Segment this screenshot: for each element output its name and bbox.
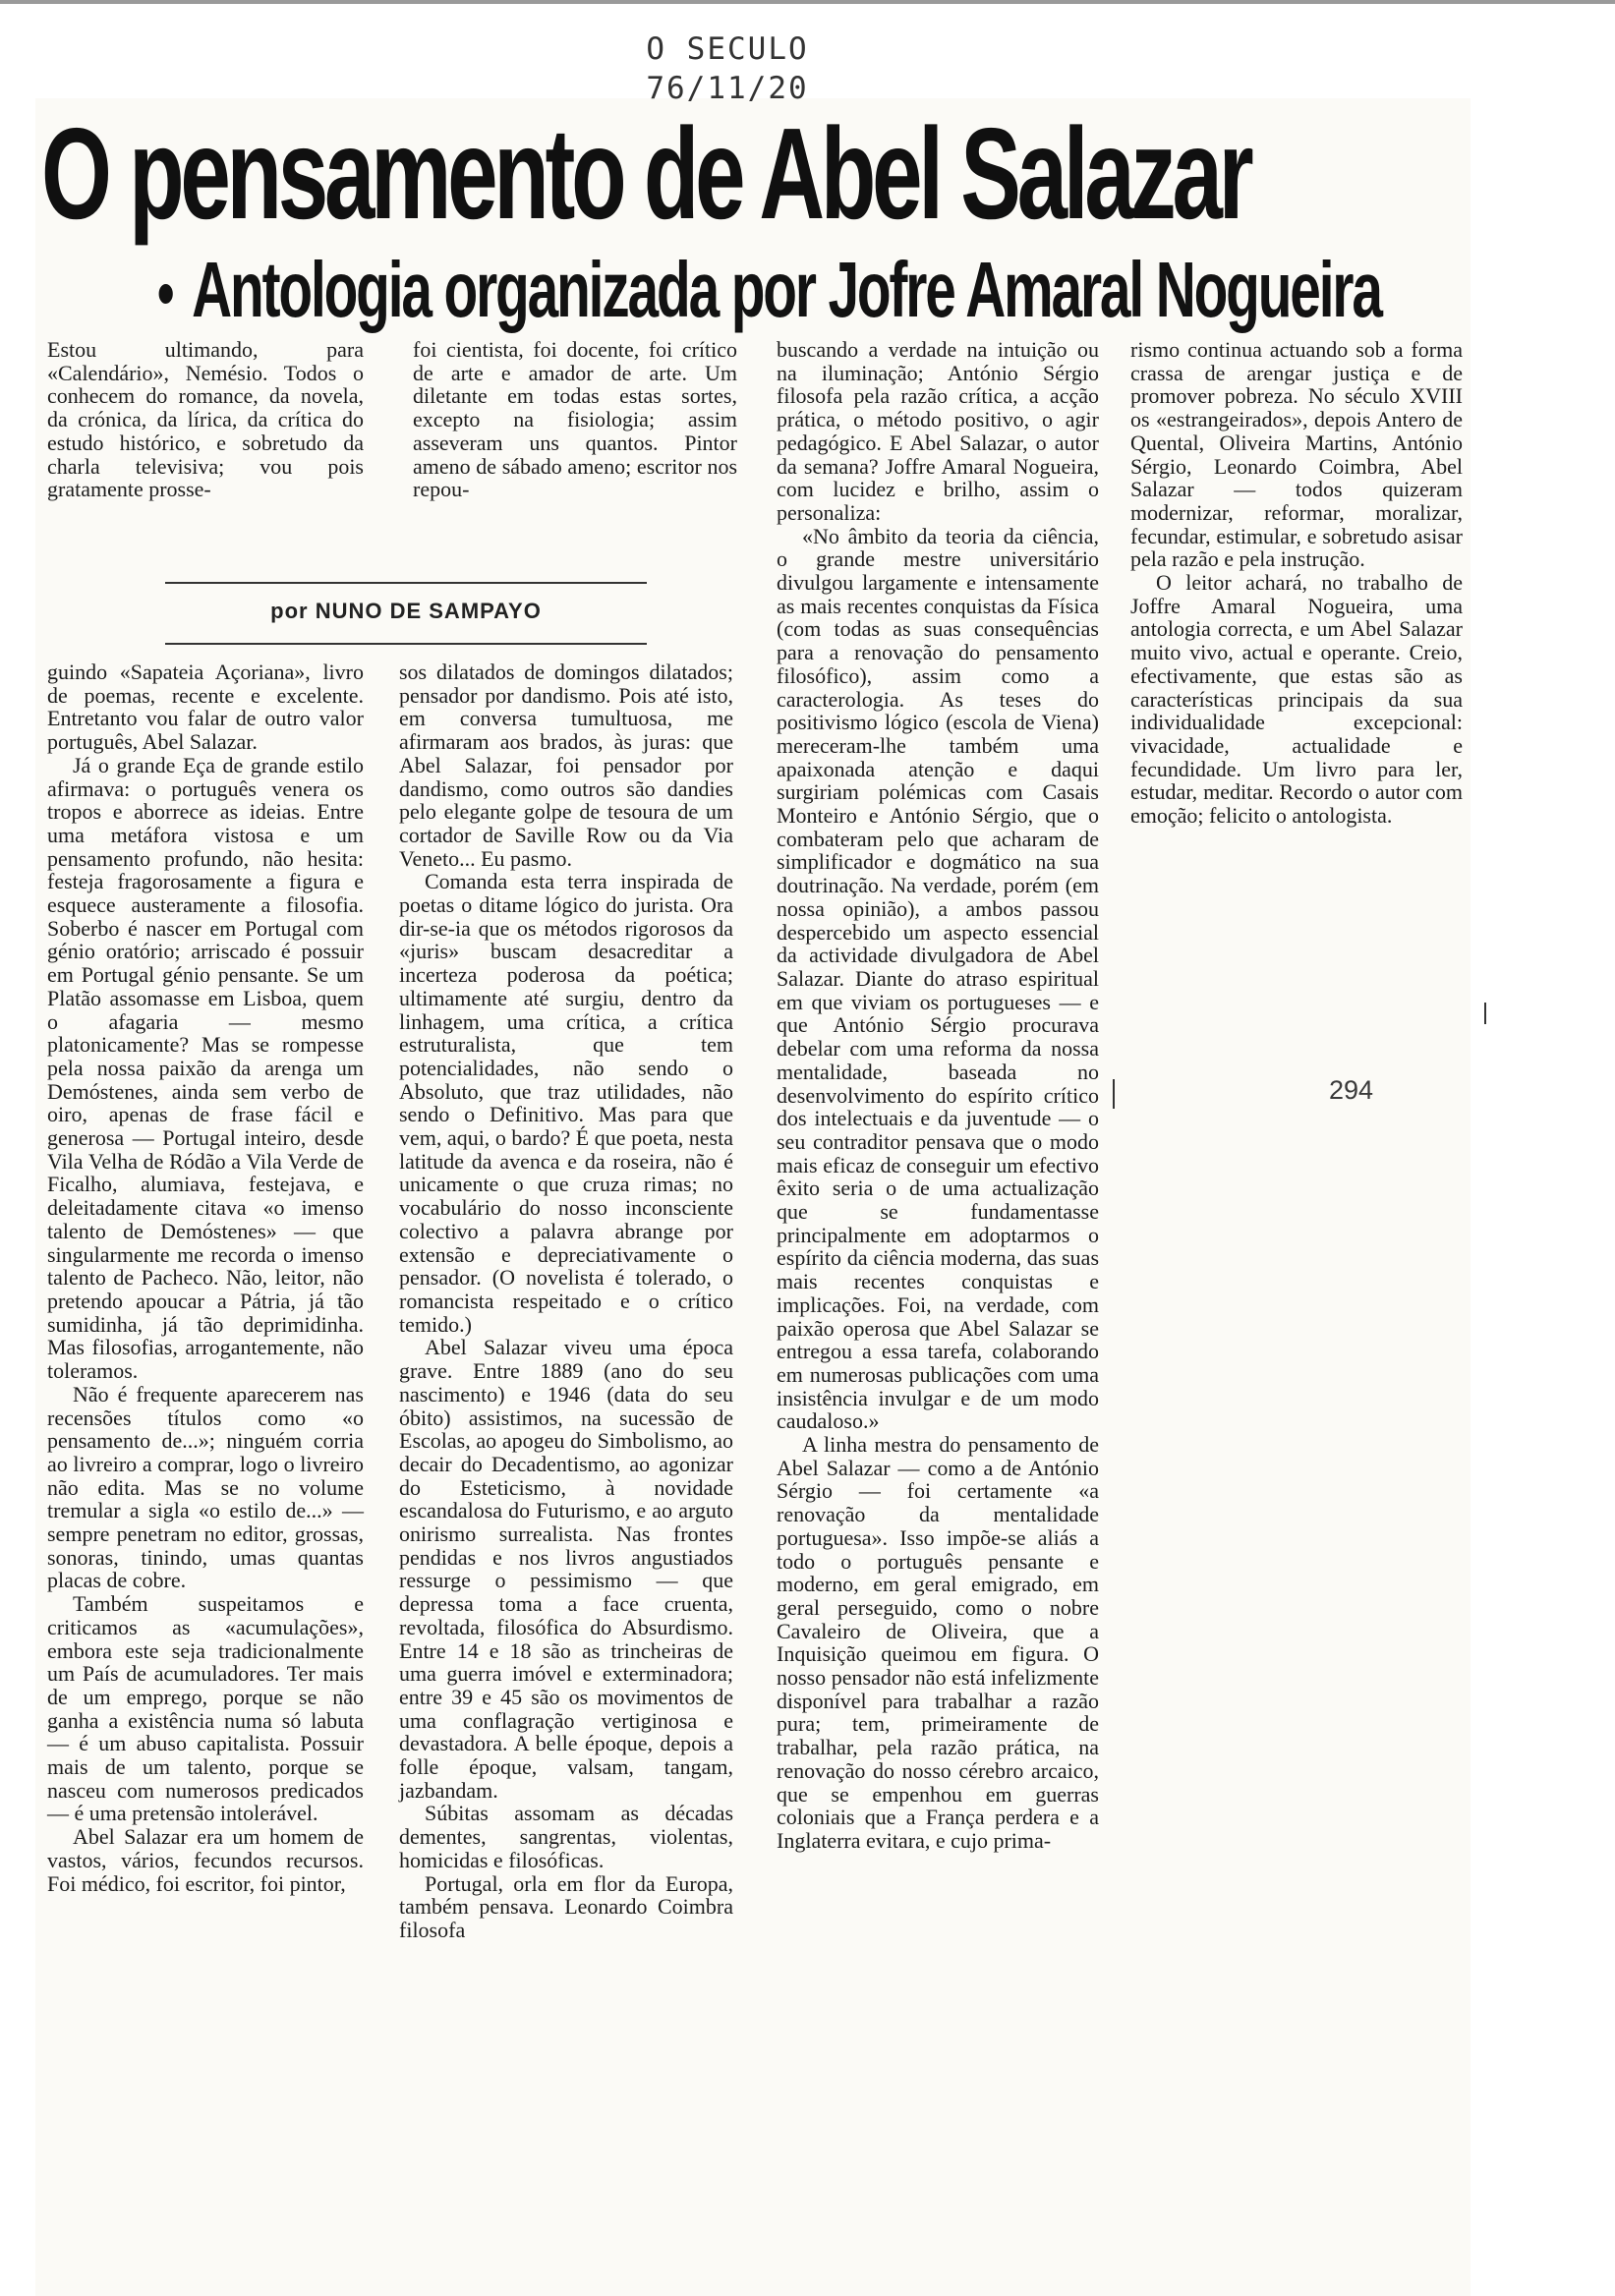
paragraph: Súbitas assomam as décadas dementes, sangrentas, violentas, homicidas e filosóficas. bbox=[399, 1801, 733, 1872]
paragraph: Não é frequente aparecerem nas recensões títulos como «o pensamento de...»; ninguém corria ao livreiro a comprar, logo o livreiro não edita. Mas se no volume tremular a sigla «o estilo de...» — sempre penetram no editor, grossas, sonoras, tinindo, umas quantas placas de cobre. bbox=[47, 1381, 364, 1593]
article-subheadline bbox=[157, 246, 1381, 334]
paragraph: Também suspeitamos e criticamos as «acumulações», embora este seja tradicionalmente um País de acumuladores. Ter mais de um emprego, porque se não ganha a existência numa só labuta — é um abuso capitalista. Possuir mais de um talento, porque se nasceu com numerosos predicados — é uma pretensão intolerável. bbox=[47, 1591, 364, 1826]
column-3 bbox=[777, 338, 1099, 1853]
column-2-top bbox=[413, 338, 737, 501]
subheadline-text: Antologia organizada por Jofre Amaral Nogueira bbox=[192, 246, 1381, 333]
article-headline: O pensamento de Abel Salazar bbox=[41, 101, 1250, 246]
bullet-icon: • bbox=[157, 255, 173, 331]
paragraph: «No âmbito da teoria da ciência, o grande mestre universitário divulgou largamente e intensamente as mais recentes conquistas da Física (com todas as suas consequências para a renovação do pensamento filosófico), assim como a caracterologia. As teses do positivismo lógico (escola de Viena) mereceram-lhe também uma apaixonada atenção e daqui surgiriam polémicas com Casais Monteiro e António Sérgio, que o combateram pelo que acharam de simplificador e dogmático na sua doutrinação. Na verdade, porém (em nossa opinião), a ambos passou despercebido um aspecto essencial da actividade divulgadora de Abel Salazar. Diante do atraso espiritual em que viviam os portugueses — e que António Sérgio procurava debelar com uma reforma da nossa mentalidade, baseada no desenvolvimento do espírito crítico dos intelectuais e da juventude — o seu contraditor pensava que o modo mais eficaz de conseguir um efectivo êxito seria o de uma actualização que se fundamentasse principalmente em adoptarmos o espírito da ciência moderna, das suas mais recentes conquistas e implicações. Foi, na verdade, com paixão operosa que Abel Salazar se entregou a essa tarefa, colaborando em numerosas publicações com uma insistência invulgar e de um modo caudaloso.» bbox=[777, 523, 1099, 1434]
column-1-bottom bbox=[47, 660, 364, 1895]
paragraph: foi cientista, foi docente, foi crítico de arte e amador de arte. Um diletante em todas estas sortes, excepto na fisiologia; assim asseveram uns quantos. Pintor ameno de sábado ameno; escritor nos repou- bbox=[413, 337, 737, 502]
paragraph: guindo «Sapateia Açoriana», livro de poemas, recente e excelente. Entretanto vou falar de outro valor português, Abel Salazar. bbox=[47, 660, 364, 755]
paragraph: Abel Salazar viveu uma época grave. Entre 1889 (ano do seu nascimento) e 1946 (data do seu óbito) assistimos, na sucessão de Escolas, ao apogeu do Simbolismo, ao decair do Decadentismo, ao agonizar do Esteticismo, à novidade escandalosa do Futurismo, e ao arguto onirismo surrealista. Nas frontes pendidas e nos livros angustiados ressurge o pessimismo — que depressa toma a face cruenta, revoltada, filosófica do Absurdismo. Entre 14 e 18 são as trincheiras de uma guerra imóvel e exterminadora; entre 39 e 45 são os movimentos de uma conflagração vertiginosa e devastadora. A belle époque, depois a folle époque, valsam, tangam, jazbandam. bbox=[399, 1335, 733, 1803]
paragraph: sos dilatados de domingos dilatados; pensador por dandismo. Pois até isto, em conversa tumultuosa, me afirmaram aos brados, às juras: que Abel Salazar, foi pensador por dandismo, como outros são dandies pelo elegante golpe de tesoura de um cortador de Saville Row ou da Via Veneto... Eu pasmo. bbox=[399, 660, 733, 871]
paragraph: A linha mestra do pensamento de Abel Salazar — como a de António Sérgio — foi certamente «a renovação da mentalidade portuguesa». Isso impõe-se aliás a todo o português pensante e moderno, em geral emigrado, em geral perseguido, como o nobre Cavaleiro de Oliveira, que a Inquisição queimou em figura. O nosso pensador não está infelizmente disponível para trabalhar a razão pura; tem, primeiramente de trabalhar, pela razão prática, na renovação do nosso cérebro arcaico, que se empenhou em guerras coloniais que a França perdera e a Inglaterra evitara, e cujo prima- bbox=[777, 1432, 1099, 1853]
paragraph: Estou ultimando, para «Calendário», Nemésio. Todos o conhecem do romance, da novela, da crónica, da lírica, da crítica do estudo histórico, e sobretudo da charla televisiva; vou pois gratamente prosse- bbox=[47, 337, 364, 502]
margin-mark bbox=[1484, 1003, 1486, 1024]
paragraph: rismo continua actuando sob a forma crassa de arengar justiça e de promover pobreza. No século XVIII os «estrangeirados», depois Antero de Quental, Oliveira Martins, António Sérgio, Leonardo Coimbra, Abel Salazar — todos quizeram modernizar, reformar, moralizar, fecundar, estimular, e sobretudo asisar pela razão e pela instrução. bbox=[1130, 337, 1463, 572]
column-4 bbox=[1130, 338, 1463, 828]
byline-text: por NUNO DE SAMPAYO bbox=[270, 599, 542, 623]
paragraph: buscando a verdade na intuição ou na iluminação; António Sérgio filosofa pela razão crítica, a acção prática, o método positivo, o agir pedagógico. E Abel Salazar, o autor da semana? Joffre Amaral Nogueira, com lucidez e brilho, assim o personaliza: bbox=[777, 337, 1099, 525]
margin-mark bbox=[1113, 1079, 1115, 1109]
page-number: 294 bbox=[1329, 1075, 1374, 1105]
column-2-bottom bbox=[399, 660, 733, 1942]
scan-top-border bbox=[0, 0, 1615, 4]
column-1-top bbox=[47, 338, 364, 501]
newspaper-name: O SECULO bbox=[646, 31, 809, 67]
paragraph: Abel Salazar era um homem de vastos, vários, fecundos recursos. Foi médico, foi escritor, foi pintor, bbox=[47, 1824, 364, 1896]
source-stamp bbox=[560, 29, 894, 108]
publication-date: 76/11/20 bbox=[646, 71, 809, 106]
paragraph: Já o grande Eça de grande estilo afirmava: o português venera os tropos e aborrece as ideias. Entre uma metáfora vistosa e um pensamento profundo, não hesita: festeja fragorosamente a figura e esquece austeramente a filosofia. Soberbo é nascer em Portugal com génio oratório; arriscado é possuir em Portugal génio pensante. Se um Platão assomasse em Lisboa, quem o afagaria — mesmo platonicamente? Mas se rompesse pela nossa paixão da arenga um Demóstenes, ainda sem verbo de oiro, apenas de frase fácil e generosa — Portugal inteiro, desde Vila Velha de Ródão a Vila Verde de Ficalho, alumiava, festejava, e deleitadamente citava «o imenso talento de Demóstenes» — que singularmente me recorda o imenso talento de Pacheco. Não, leitor, não pretendo apoucar a Pátria, já tão sumidinha, já tão deprimidinha. Mas filosofias, arrogantemente, não toleramos. bbox=[47, 752, 364, 1384]
paragraph: Portugal, orla em flor da Europa, também pensava. Leonardo Coimbra filosofa bbox=[399, 1870, 733, 1942]
paragraph: O leitor achará, no trabalho de Joffre Amaral Nogueira, uma antologia correcta, e um Abel Salazar muito vivo, actual e operante. Creio, efectivamente, que estas são as características principais da sua individualidade excepcional: vivacidade, actualidade e fecundidade. Um livro para ler, estudar, meditar. Recordo o autor com emoção; felicito o antologista. bbox=[1130, 570, 1463, 829]
author-byline bbox=[165, 582, 647, 645]
paragraph: Comanda esta terra inspirada de poetas o ditame lógico do jurista. Ora dir-se-ia que os métodos rigorosos da «juris» buscam desacreditar a incerteza poderosa da poética; ultimamente até surgiu, dentro da linhagem, uma crítica, a crítica estruturalista, que tem potencialidades, não sendo o Absoluto, que traz utilidades, não sendo o Definitivo. Mas para que vem, aqui, o bardo? É que poeta, nesta latitude da avenca e da roseira, não é unicamente o que cruza rimas; no vocabulário do nosso inconsciente colectivo a palavra abrange por extensão e depreciativamente o pensador. (O novelista é tolerado, o romancista respeitado e o crítico temido.) bbox=[399, 869, 733, 1337]
